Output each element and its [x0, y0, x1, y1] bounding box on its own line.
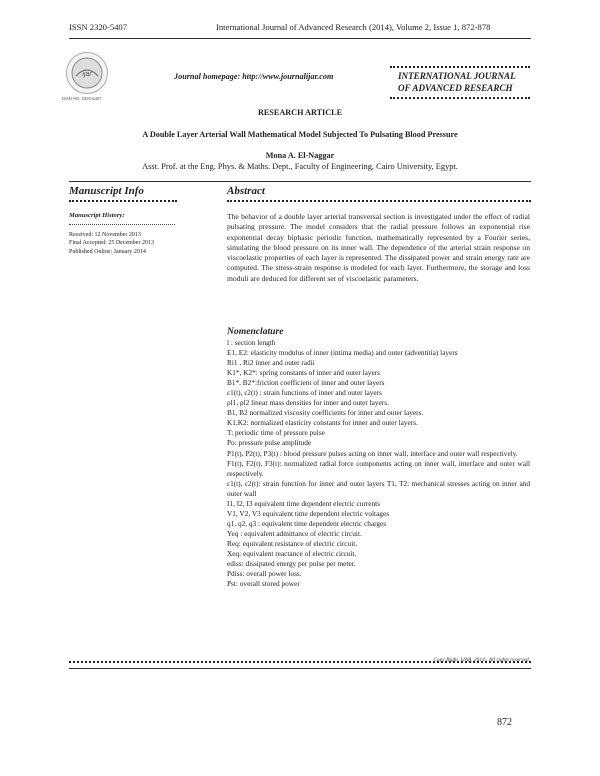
nomenclature-item: Xeq: equivalent reactance of electric circuit.: [227, 548, 357, 558]
ijar-logo-icon: [70, 56, 104, 90]
author-affiliation: Asst. Prof. at the Eng. Phys. & Maths. Dept., Faculty of Engineering, Cairo University, Egypt.: [142, 162, 458, 171]
journal-name-line1: INTERNATIONAL JOURNAL: [398, 71, 516, 81]
history-divider: [69, 224, 175, 225]
nomenclature-list: [227, 338, 530, 589]
nomenclature-item: I1, I2, I3 equivalent time dependent electric currents: [227, 498, 380, 508]
nomenclature-item: q1, q2, q3 : equivalent time dependent electric charges: [227, 518, 387, 528]
copyright-notice: Copy Right, IJAR, 2014,. All rights reserved.: [433, 657, 530, 663]
nomenclature-item: ediss: dissipated energy per pulse per meter.: [227, 559, 356, 569]
journal-logo: [66, 52, 108, 94]
abstract-text: The behavior of a double layer arterial transversal section is investigated under the effect of radial pulsating pressure. The model considers that the radial pressure follows an exponential rise exponential decay biphasic periodic function, mathematically represented by a Fourier series, simulating the blood pressure on its inner wall. The dependence of the arterial strain response on viscoelastic properties of each layer is represented. The dissipated power and strain energy rate are computed. The stress-strain response is modeled for each layer. Furthermore, the storage and loss moduli are deduced for different set of viscoelastic parameters.: [227, 212, 530, 283]
masthead-dots-bottom: [390, 97, 530, 99]
section-rule-top: [69, 181, 531, 182]
nomenclature-item: V1, V2, V3 equivalent time dependent electric voltages: [227, 508, 390, 518]
journal-citation: International Journal of Advanced Research (2014), Volume 2, Issue 1, 872-878: [216, 22, 491, 32]
nomenclature-item: ε1(t), ε2(t): strain function for inner and outer layers T1, T2: mechanical stresses acting on inner and outer wall: [227, 478, 530, 498]
paper-title: A Double Layer Arterial Wall Mathematical Model Subjected To Pulsating Blood Pressure: [142, 130, 458, 139]
nomenclature-item: K1,K2: normalized elasticity constants for inner and outer layers.: [227, 418, 418, 428]
abstract-heading: Abstract: [227, 185, 265, 197]
nomenclature-item: ρl1, ρl2 linear mass densities for inner and outer layers.: [227, 398, 389, 408]
nomenclature-item: Ri1 , Ri2 inner and outer radii: [227, 358, 315, 368]
nomenclature-item: Pst: overall stored power: [227, 579, 300, 589]
nomenclature-heading: Nomenclature: [227, 326, 284, 337]
manuscript-history-label: Manuscript History:: [69, 212, 125, 219]
footer-rule: [69, 668, 531, 669]
article-type: RESEARCH ARTICLE: [257, 108, 343, 117]
published-date: Published Online: January 2014: [69, 248, 146, 255]
nomenclature-item: K1*, K2*: spring constants of inner and outer layers: [227, 368, 380, 378]
nomenclature-item: F1(t), F2(t), F3(t): normalized radial force components acting on inner wall, interface and outer wall respectively.: [227, 458, 530, 478]
nomenclature-item: Yeq : equivalent admittance of electric circuit.: [227, 528, 362, 538]
svg-text:ijar: ijar: [82, 71, 92, 78]
nomenclature-item: Req: equivalent resistance of electric circuit.: [227, 538, 358, 548]
manuscript-info-heading: Manuscript Info: [69, 185, 144, 197]
issn-label: ISSN 2320-5407: [69, 22, 128, 32]
nomenclature-item: ε1(t), ε2(t) : strain functions of inner and outer layers: [227, 388, 382, 398]
received-date: Received: 12 November 2013: [69, 231, 141, 238]
nomenclature-item: P1(t), P2(t), P3(t) : blood pressure pulses acting on inner wall, interface and outer wall respectively.: [227, 448, 518, 458]
page-number: 872: [497, 717, 512, 728]
nomenclature-item: E1, E2: elasticity modulus of inner (intima media) and outer (adventitia) layers: [227, 348, 458, 358]
header-rule: [69, 38, 531, 39]
logo-caption: ISSN NO. 2320-5407: [62, 96, 102, 101]
nomenclature-item: l : section length: [227, 338, 276, 347]
nomenclature-item: Po: pressure pulse amplitude: [227, 438, 312, 448]
accepted-date: Final Accepted: 25 December 2013: [69, 240, 154, 247]
masthead-dots-top: [390, 66, 530, 68]
nomenclature-item: Pdiss: overall power loss.: [227, 569, 302, 579]
right-dots: [227, 200, 531, 202]
author-name: Mona A. El-Naggar: [265, 151, 335, 160]
nomenclature-item: B1*, B2*:friction coefficient of inner and outer layers: [227, 378, 385, 388]
manuscript-history: [69, 212, 175, 256]
journal-homepage: Journal homepage: http://www.journalijar.com: [174, 72, 334, 81]
nomenclature-item: B1, B2 normalized viscosity coefficients for inner and outer layers.: [227, 408, 424, 418]
journal-name: [398, 70, 534, 94]
journal-name-line2: OF ADVANCED RESEARCH: [398, 83, 513, 93]
left-dots: [69, 200, 177, 202]
nomenclature-item: T: periodic time of pressure pulse: [227, 428, 325, 438]
